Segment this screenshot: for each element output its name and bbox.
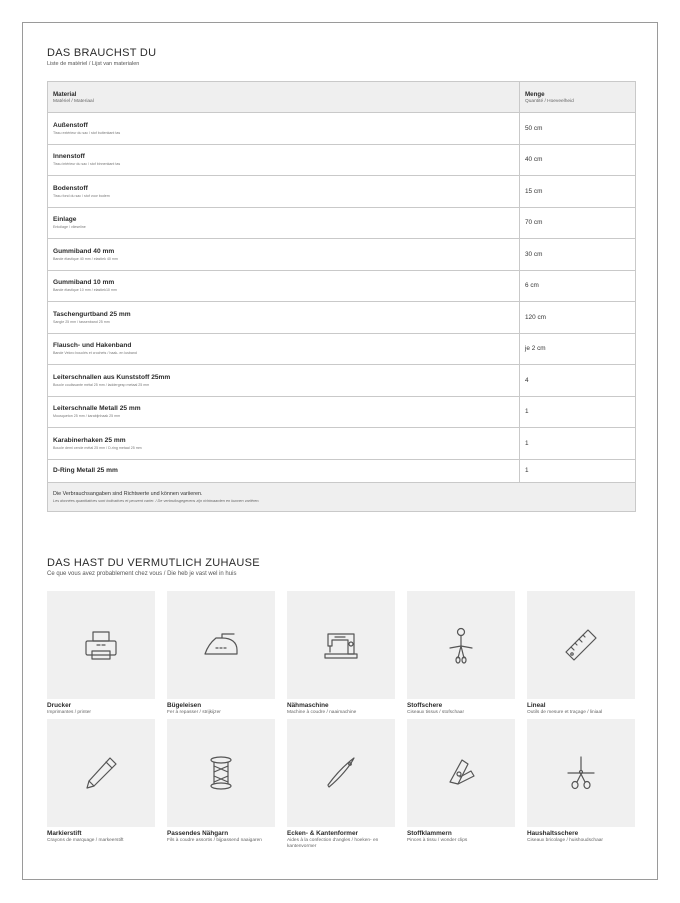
- tool-card-fabric-scissors: [407, 591, 515, 716]
- tool-card-marker: [47, 719, 155, 844]
- tool-image: [527, 591, 635, 699]
- tool-image: [287, 719, 395, 827]
- ruler-icon: [560, 624, 602, 666]
- table-row: [48, 333, 636, 365]
- material-name: Einlage: [53, 216, 77, 224]
- tool-sub: Pinces à tissu / wonder clips: [407, 838, 468, 843]
- material-qty: 40 cm: [525, 156, 543, 164]
- tool-image: [407, 591, 515, 699]
- table-note-row: [48, 482, 636, 511]
- section-subtitle-materials: Liste de matériel / Lijst van materialen: [47, 61, 140, 67]
- material-name: Leiterschnallen aus Kunststoff 25mm: [53, 373, 171, 381]
- material-sub: Bande élastique 40 mm / elastiek 40 mm: [53, 256, 118, 261]
- table-note-sub: Les données quantitatives sont indicatives et peuvent varier. / De verbruiksgegevens zijn richtwaarden en kunnen variëren.: [53, 498, 260, 503]
- material-qty: 1: [525, 439, 529, 447]
- material-name: Gummiband 10 mm: [53, 279, 115, 287]
- material-name: D-Ring Metall 25 mm: [53, 467, 118, 474]
- table-row: [48, 239, 636, 271]
- materials-table: [47, 81, 636, 512]
- tool-name: Stoffschere: [407, 702, 443, 709]
- tool-sub: Outils de mesure et traçage / liniaal: [527, 710, 603, 715]
- material-qty: 30 cm: [525, 250, 543, 258]
- material-name: Karabinerhaken 25 mm: [53, 436, 126, 444]
- material-sub: Boucle demi cercle métal 25 mm / D-ring metaal 25 mm: [53, 445, 142, 450]
- iron-icon: [200, 624, 242, 666]
- sewing-machine-icon: [320, 624, 362, 666]
- material-qty: 1: [525, 408, 529, 416]
- page-frame: [22, 22, 658, 880]
- table-row: [48, 144, 636, 176]
- fabric-scissors-icon: [440, 624, 482, 666]
- tool-name: Ecken- & Kantenformer: [287, 830, 359, 837]
- header-qty-sub: Quantité / Hoeveelheid: [525, 98, 574, 104]
- material-qty: 15 cm: [525, 187, 543, 195]
- fabric-clip-icon: [440, 752, 482, 794]
- table-row: [48, 428, 636, 460]
- material-name: Flausch- und Hakenband: [53, 342, 132, 350]
- tool-name: Drucker: [47, 702, 72, 709]
- table-row: [48, 302, 636, 334]
- material-name: Innenstoff: [53, 153, 85, 161]
- material-sub: Bande élastique 10 mm / elastiek10 mm: [53, 288, 117, 293]
- tool-image: [287, 591, 395, 699]
- tool-card-printer: [47, 591, 155, 716]
- tool-name: Lineal: [527, 702, 546, 709]
- tool-name: Stoffklammern: [407, 830, 452, 837]
- material-sub: Sangle 25 mm / tassenband 25 mm: [53, 319, 110, 324]
- tool-image: [47, 591, 155, 699]
- point-turner-icon: [320, 752, 362, 794]
- table-row: [48, 207, 636, 239]
- table-row: [48, 459, 636, 482]
- table-row: [48, 113, 636, 145]
- table-row: [48, 396, 636, 428]
- material-sub: Tissu intérieur du sac / stof binnenkant tas: [53, 162, 121, 167]
- tool-name: Passendes Nähgarn: [167, 830, 229, 837]
- material-name: Gummiband 40 mm: [53, 247, 115, 255]
- tool-sub: Machine à coudre / naaimachine: [287, 710, 357, 715]
- table-row: [48, 176, 636, 208]
- table-row: [48, 270, 636, 302]
- tool-sub: Aides à la confection d'angles / hoeken- en kantenvormer: [287, 838, 379, 849]
- tool-sub: Crayons de marquage / markeerstift: [47, 838, 124, 843]
- material-sub: Tissu fond du sac / stof voor bodem: [53, 193, 110, 198]
- material-qty: 50 cm: [525, 124, 543, 132]
- tool-image: [167, 719, 275, 827]
- tool-name: Bügeleisen: [167, 702, 202, 709]
- header-material-sub: Matériel / Materiaal: [53, 98, 94, 104]
- tool-sub: Imprimantes / printer: [47, 710, 91, 715]
- tool-card-thread: [167, 719, 275, 844]
- material-qty: 6 cm: [525, 282, 539, 290]
- material-qty: 120 cm: [525, 313, 546, 321]
- header-material-label: Material: [53, 90, 77, 98]
- tool-image: [167, 591, 275, 699]
- printer-icon: [80, 624, 122, 666]
- thread-spool-icon: [200, 752, 242, 794]
- material-qty: je 2 cm: [525, 345, 546, 353]
- section-subtitle-tools: Ce que vous avez probablement chez vous / Die heb je vast wel in huis: [47, 571, 237, 577]
- marker-pen-icon: [80, 752, 122, 794]
- material-sub: Tissu extérieur du sac / stof buitenkant tas: [53, 130, 121, 135]
- tool-name: Markierstift: [47, 830, 82, 837]
- tool-image: [527, 719, 635, 827]
- header-material: [48, 82, 520, 113]
- section-title-tools: DAS HAST DU VERMUTLICH ZUHAUSE: [47, 557, 260, 569]
- tool-image: [47, 719, 155, 827]
- tool-card-iron: [167, 591, 275, 716]
- tool-sub: Ciseaux bricolage / huishoudschaar: [527, 838, 603, 843]
- material-sub: Mousqueton 25 mm / karabijnhaak 25 mm: [53, 414, 121, 419]
- section-title-materials: DAS BRAUCHST DU: [47, 47, 157, 59]
- table-header-row: [48, 82, 636, 113]
- tool-sub: Ciseaux tissus / stofschaar: [407, 710, 465, 715]
- tool-card-point-turner: [287, 719, 395, 850]
- household-scissors-icon: [560, 752, 602, 794]
- header-qty: [520, 82, 636, 113]
- material-sub: Boucle coulissante métal 25 mm / laddergesp metaal 25 mm: [53, 382, 150, 387]
- tool-name: Nähmaschine: [287, 702, 329, 709]
- material-name: Taschengurtband 25 mm: [53, 310, 131, 318]
- tool-card-sewing-machine: [287, 591, 395, 716]
- header-qty-label: Menge: [525, 90, 545, 98]
- tool-card-clips: [407, 719, 515, 844]
- material-name: Bodenstoff: [53, 184, 88, 192]
- material-qty: 4: [525, 376, 529, 384]
- table-row: [48, 365, 636, 397]
- material-sub: Bande Velcro bouclés et crochets / haak- en lusband: [53, 351, 137, 356]
- tool-name: Haushaltsschere: [527, 830, 579, 837]
- tool-sub: Fils à coudre assortis / bijpassend naaigaren: [167, 838, 262, 843]
- table-note: Die Verbrauchsangaben sind Richtwerte und können variieren.: [53, 490, 203, 497]
- material-qty: 70 cm: [525, 219, 543, 227]
- tool-card-ruler: [527, 591, 635, 716]
- material-sub: Entoilage / vlieseline: [53, 225, 86, 230]
- material-name: Außenstoff: [53, 121, 88, 129]
- material-qty: 1: [525, 467, 529, 474]
- tool-card-household-scissors: [527, 719, 635, 844]
- tool-image: [407, 719, 515, 827]
- tool-sub: Fer à repasser / strijkijzer: [167, 710, 221, 715]
- material-name: Leiterschnalle Metall 25 mm: [53, 405, 141, 413]
